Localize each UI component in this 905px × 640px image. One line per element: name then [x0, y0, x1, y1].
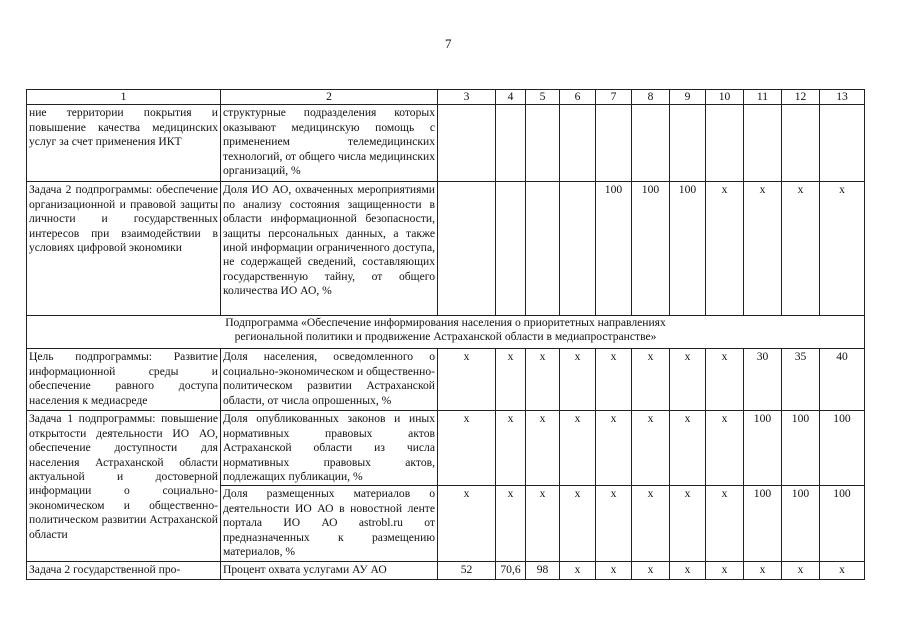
value-cell: х [706, 562, 744, 579]
value-cell: 100 [632, 182, 670, 316]
column-header: 2 [221, 90, 438, 105]
value-cell: х [438, 486, 496, 562]
indicator-cell: Доля населения, осведомленного о социально-экономическом и общественно-политическом развитии Астраханской области, от числа опрошенных, % [221, 349, 438, 411]
indicator-cell: Доля размещенных материалов о деятельности ИО АО в новостной ленте портала ИО АО astrobl.ru от предназначенных к размещению материалов, % [221, 486, 438, 562]
value-cell: 100 [820, 411, 865, 486]
value-cell [438, 182, 496, 316]
value-cell: х [820, 182, 865, 316]
column-header: 10 [706, 90, 744, 105]
value-cell: х [596, 486, 632, 562]
value-cell: 98 [526, 562, 560, 579]
indicator-cell: Доля опубликованных законов и иных нормативных правовых актов Астраханской области из числа нормативных правовых актов, подлежащих публикации, % [221, 411, 438, 486]
value-cell: 100 [596, 182, 632, 316]
value-cell: х [706, 349, 744, 411]
value-cell: х [496, 411, 526, 486]
value-cell: х [560, 486, 596, 562]
value-cell: 100 [820, 486, 865, 562]
value-cell: х [596, 411, 632, 486]
value-cell: 100 [782, 411, 820, 486]
column-header: 9 [670, 90, 706, 105]
column-header: 4 [496, 90, 526, 105]
value-cell: х [526, 411, 560, 486]
value-cell: х [496, 486, 526, 562]
header-row [27, 90, 865, 105]
table-row [27, 562, 865, 579]
indicator-cell: Доля ИО АО, охваченных мероприятиями по анализу состояния защищенности в области информационной безопасности, защиты персональных данных, а также иной информации ограниченного доступа, не содержащей сведений, составляющих государственную тайну, от общего количества ИО АО, % [221, 182, 438, 316]
value-cell: х [632, 411, 670, 486]
value-cell: 30 [744, 349, 782, 411]
value-cell [670, 105, 706, 182]
table-row [27, 105, 865, 182]
column-header: 11 [744, 90, 782, 105]
value-cell [438, 105, 496, 182]
value-cell: х [706, 411, 744, 486]
table-row [27, 411, 865, 486]
column-header: 8 [632, 90, 670, 105]
section-title [27, 316, 865, 349]
column-header: 7 [596, 90, 632, 105]
value-cell: х [596, 349, 632, 411]
table-row [27, 182, 865, 316]
goal-cell: Задача 2 подпрограммы: обеспечение организационной и правовой защиты личности и государственных интересов при взаимодействии в условиях цифровой экономики [27, 182, 221, 316]
goal-cell: Задача 1 подпрограммы: повышение открытости деятельности ИО АО, обеспечение доступности для населения Астраханской области актуальной и достоверной информации о социально-экономическом и общественно-политическом развитии Астраханской области [27, 411, 221, 562]
column-header: 5 [526, 90, 560, 105]
value-cell [706, 105, 744, 182]
value-cell: 100 [744, 486, 782, 562]
value-cell [496, 182, 526, 316]
value-cell: х [526, 486, 560, 562]
value-cell: х [526, 349, 560, 411]
value-cell: х [496, 349, 526, 411]
value-cell: 100 [670, 182, 706, 316]
column-header: 6 [560, 90, 596, 105]
value-cell: х [438, 411, 496, 486]
value-cell [744, 105, 782, 182]
value-cell: х [670, 349, 706, 411]
goal-cell: Задача 2 государственной про- [27, 562, 221, 579]
value-cell: 100 [744, 411, 782, 486]
value-cell: х [596, 562, 632, 579]
value-cell: х [670, 562, 706, 579]
value-cell: х [782, 182, 820, 316]
value-cell [526, 105, 560, 182]
value-cell: х [706, 182, 744, 316]
value-cell: х [438, 349, 496, 411]
page-number: 7 [445, 36, 452, 51]
value-cell: х [706, 486, 744, 562]
value-cell [526, 182, 560, 316]
value-cell: х [560, 411, 596, 486]
value-cell: 100 [782, 486, 820, 562]
value-cell: х [782, 562, 820, 579]
value-cell [632, 105, 670, 182]
value-cell: х [744, 562, 782, 579]
table-row [27, 349, 865, 411]
column-header: 3 [438, 90, 496, 105]
value-cell [560, 182, 596, 316]
value-cell: х [820, 562, 865, 579]
value-cell: х [670, 411, 706, 486]
value-cell: 70,6 [496, 562, 526, 579]
value-cell: 35 [782, 349, 820, 411]
column-header: 13 [820, 90, 865, 105]
value-cell: х [560, 349, 596, 411]
goal-cell: ние территории покрытия и повышение качества медицинских услуг за счет применения ИКТ [27, 105, 221, 182]
column-header: 12 [782, 90, 820, 105]
indicator-cell: структурные подразделения которых оказывают медицинскую помощь с применением телемедицинских технологий, от общего числа медицинских организаций, % [221, 105, 438, 182]
value-cell: х [670, 486, 706, 562]
value-cell [782, 105, 820, 182]
column-header: 1 [27, 90, 221, 105]
section-row [27, 316, 865, 349]
indicator-cell: Процент охвата услугами АУ АО [221, 562, 438, 579]
value-cell: х [632, 349, 670, 411]
section-title-line: Подпрограмма «Обеспечение информирования населения о приоритетных направлениях [225, 316, 666, 330]
value-cell [596, 105, 632, 182]
goal-cell: Цель подпрограммы: Развитие информационной среды и обеспечение равного доступа населения к медиасреде [27, 349, 221, 411]
value-cell [560, 105, 596, 182]
value-cell [820, 105, 865, 182]
value-cell: х [744, 182, 782, 316]
value-cell: х [632, 562, 670, 579]
value-cell: 52 [438, 562, 496, 579]
value-cell [496, 105, 526, 182]
section-title-line: региональной политики и продвижение Астраханской области в медиапространстве» [234, 330, 657, 344]
value-cell: х [632, 486, 670, 562]
value-cell: 40 [820, 349, 865, 411]
value-cell: х [560, 562, 596, 579]
indicators-table [26, 89, 865, 580]
